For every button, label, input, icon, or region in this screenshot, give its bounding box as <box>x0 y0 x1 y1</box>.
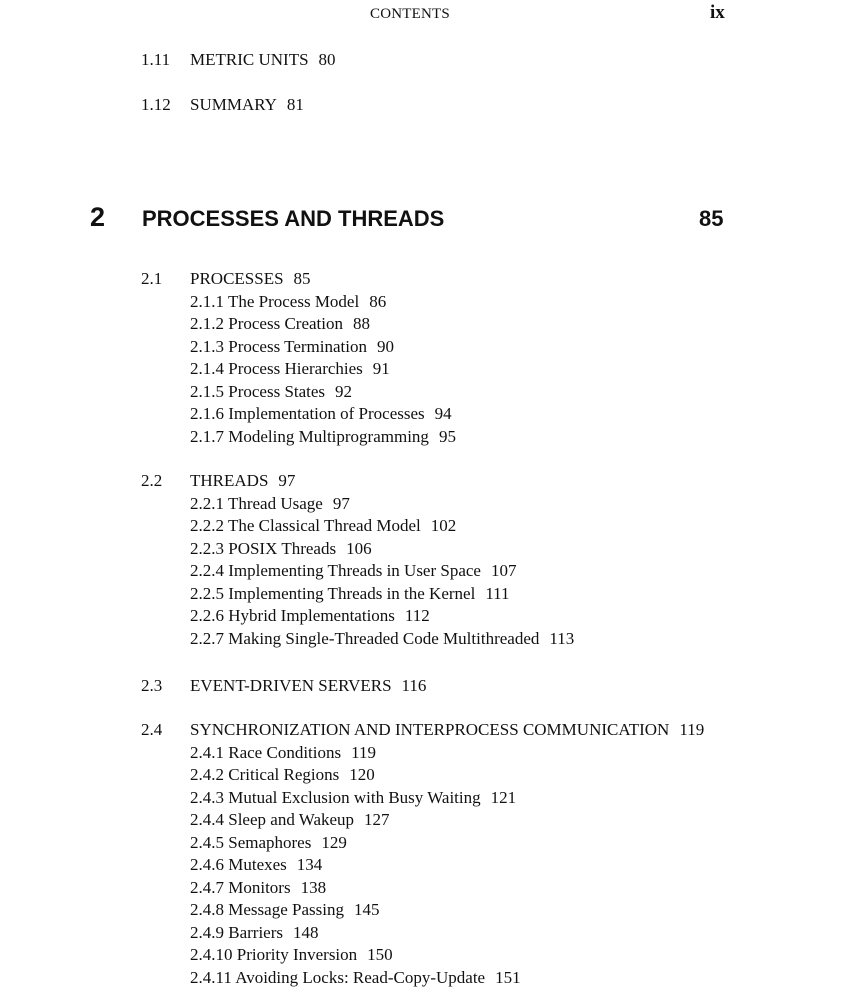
subsection-entry <box>190 877 704 900</box>
section-heading <box>141 719 704 742</box>
toc-section <box>141 719 704 989</box>
subsection-title: Mutexes <box>228 855 287 874</box>
subsection-number: 2.4.10 <box>190 945 233 964</box>
subsection-page: 106 <box>346 538 372 558</box>
subsection-title: Avoiding Locks: Read-Copy-Update <box>235 967 486 987</box>
subsection-title: Critical Regions <box>228 765 340 784</box>
subsection-title: Mutual Exclusion with Busy Waiting <box>228 787 481 807</box>
subsection-entry <box>190 493 574 516</box>
subsection-number: 2.1.2 <box>190 314 224 333</box>
subsection-page: 90 <box>376 336 394 356</box>
subsection-number: 2.4.9 <box>190 922 224 942</box>
subsection-number: 2.4.1 <box>190 742 224 762</box>
subsection-title: The Classical Thread Model <box>227 516 421 535</box>
subsection-number: 2.2.2 <box>190 516 224 535</box>
subsection-page: 150 <box>367 945 393 964</box>
section-page: 116 <box>401 676 427 695</box>
subsection-number: 2.2.3 <box>190 538 224 558</box>
subsection-entry <box>190 291 456 314</box>
subsection-entry <box>190 628 574 651</box>
subsection-page: 127 <box>364 810 390 829</box>
subsection-page: 97 <box>332 493 350 513</box>
toc-entry <box>141 95 304 115</box>
page-number: ix <box>710 2 725 23</box>
subsection-title: Process Termination <box>228 336 367 356</box>
section-number: 2.1 <box>141 269 163 288</box>
subsection-list <box>190 493 574 651</box>
running-header-title: CONTENTS <box>370 6 450 22</box>
subsection-number: 2.4.5 <box>190 832 224 852</box>
subsection-number: 2.1.6 <box>190 404 224 423</box>
entry-title: METRIC UNITS <box>190 50 309 69</box>
subsection-number: 2.1.3 <box>190 336 224 356</box>
subsection-title: Making Single-Threaded Code Multithreaded <box>228 628 540 648</box>
subsection-page: 129 <box>321 832 347 852</box>
subsection-number: 2.2.4 <box>190 561 224 580</box>
subsection-number: 2.4.3 <box>190 787 224 807</box>
subsection-title: Process Creation <box>228 314 343 333</box>
subsection-entry <box>190 381 456 404</box>
subsection-number: 2.2.5 <box>190 583 224 603</box>
subsection-page: 121 <box>490 787 517 807</box>
subsection-entry <box>190 742 704 765</box>
subsection-number: 2.1.4 <box>190 359 224 378</box>
subsection-title: Process Hierarchies <box>228 359 363 378</box>
subsection-number: 2.1.5 <box>190 381 224 401</box>
section-title: THREADS <box>190 471 269 490</box>
subsection-page: 88 <box>352 314 370 333</box>
subsection-number: 2.4.4 <box>190 810 224 829</box>
subsection-page: 120 <box>349 765 375 784</box>
section-number: 2.2 <box>141 471 163 490</box>
subsection-number: 2.2.1 <box>190 493 224 513</box>
section-page: 97 <box>278 471 296 490</box>
subsection-title: Modeling Multiprogramming <box>228 426 429 446</box>
section-title: EVENT-DRIVEN SERVERS <box>190 676 392 695</box>
subsection-page: 145 <box>353 900 380 919</box>
subsection-page: 102 <box>430 516 457 535</box>
subsection-title: Sleep and Wakeup <box>228 810 355 829</box>
subsection-title: Semaphores <box>228 832 312 852</box>
section-heading <box>141 268 456 291</box>
chapter-number: 2 <box>90 202 106 232</box>
subsection-entry <box>190 426 456 449</box>
subsection-entry <box>190 515 574 538</box>
subsection-title: Priority Inversion <box>236 945 358 964</box>
subsection-page: 151 <box>495 967 521 987</box>
subsection-page: 111 <box>485 583 510 603</box>
entry-title: SUMMARY <box>190 95 277 114</box>
subsection-entry <box>190 764 704 787</box>
subsection-entry <box>190 605 574 628</box>
subsection-title: Implementation of Processes <box>228 404 425 423</box>
subsection-title: Race Conditions <box>228 742 342 762</box>
subsection-title: Implementing Threads in User Space <box>228 561 481 580</box>
subsection-number: 2.1.7 <box>190 426 224 446</box>
subsection-entry <box>190 922 704 945</box>
section-page: 85 <box>293 269 311 288</box>
subsection-number: 2.4.6 <box>190 855 224 874</box>
subsection-title: Process States <box>228 381 326 401</box>
entry-number: 1.11 <box>141 50 171 69</box>
subsection-entry <box>190 899 704 922</box>
subsection-title: Implementing Threads in the Kernel <box>228 583 476 603</box>
subsection-number: 2.4.11 <box>190 967 232 987</box>
subsection-entry <box>190 967 704 990</box>
subsection-page: 138 <box>300 877 327 897</box>
subsection-entry <box>190 336 456 359</box>
subsection-entry <box>190 538 574 561</box>
subsection-page: 112 <box>404 606 430 625</box>
subsection-entry <box>190 313 456 336</box>
chapter-page: 85 <box>699 206 724 231</box>
subsection-entry <box>190 787 704 810</box>
subsection-entry <box>190 944 704 967</box>
subsection-number: 2.4.2 <box>190 765 224 784</box>
subsection-title: The Process Model <box>227 291 360 311</box>
toc-entry <box>141 50 336 70</box>
section-page: 119 <box>679 720 705 739</box>
subsection-list <box>190 291 456 449</box>
section-heading <box>141 675 426 698</box>
subsection-title: Thread Usage <box>227 493 323 513</box>
subsection-page: 95 <box>438 426 456 446</box>
subsection-page: 119 <box>351 742 376 762</box>
entry-page: 80 <box>318 50 336 69</box>
subsection-entry <box>190 809 704 832</box>
subsection-entry <box>190 832 704 855</box>
subsection-page: 107 <box>490 561 517 580</box>
section-heading <box>141 470 574 493</box>
subsection-list <box>190 742 704 990</box>
subsection-page: 148 <box>293 922 319 942</box>
subsection-entry <box>190 560 574 583</box>
subsection-title: POSIX Threads <box>228 538 337 558</box>
subsection-page: 134 <box>296 855 323 874</box>
subsection-page: 92 <box>335 381 353 401</box>
subsection-page: 86 <box>369 291 387 311</box>
subsection-number: 2.2.6 <box>190 606 224 625</box>
subsection-title: Barriers <box>228 922 284 942</box>
section-number: 2.4 <box>141 720 163 739</box>
subsection-number: 2.1.1 <box>190 291 224 311</box>
section-title: SYNCHRONIZATION AND INTERPROCESS COMMUNICATION <box>190 720 670 739</box>
toc-section <box>141 675 426 698</box>
toc-section <box>141 268 456 448</box>
subsection-title: Hybrid Implementations <box>228 606 395 625</box>
subsection-number: 2.4.7 <box>190 877 224 897</box>
section-title: PROCESSES <box>190 269 284 288</box>
subsection-entry <box>190 583 574 606</box>
subsection-number: 2.2.7 <box>190 628 224 648</box>
chapter-title: PROCESSES AND THREADS <box>142 206 445 231</box>
subsection-number: 2.4.8 <box>190 900 224 919</box>
subsection-page: 91 <box>372 359 390 378</box>
entry-page: 81 <box>286 95 304 114</box>
subsection-page: 113 <box>549 628 575 648</box>
subsection-page: 94 <box>434 404 452 423</box>
subsection-title: Message Passing <box>228 900 344 919</box>
subsection-entry <box>190 854 704 877</box>
toc-section <box>141 470 574 650</box>
subsection-entry <box>190 403 456 426</box>
subsection-title: Monitors <box>228 877 291 897</box>
section-number: 2.3 <box>141 676 163 695</box>
subsection-entry <box>190 358 456 381</box>
entry-number: 1.12 <box>141 95 171 114</box>
